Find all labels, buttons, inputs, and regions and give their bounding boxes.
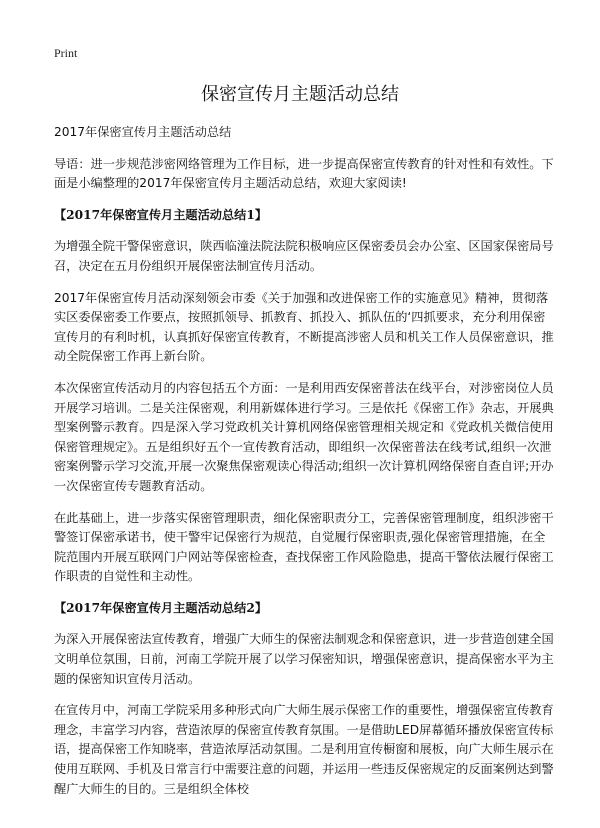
document-body [54, 123, 554, 811]
page-title: 保密宣传月主题活动总结 [201, 84, 399, 105]
document-subtitle: 2017年保密宣传月主题活动总结 [54, 125, 232, 139]
paragraph: 为深入开展保密法宣传教育，增强广大师生的保密法制观念和保密意识，进一步营造创建全国文明单位氛围，日前，河南工学院开展了以学习保密知识，增强保密意识，提高保密水平为主题的保密知识宣传月活动。 [54, 632, 554, 686]
print-link[interactable]: Print [54, 46, 78, 60]
paragraph: 2017年保密宣传月活动深刻领会市委《关于加强和改进保密工作的实施意见》精神，贯彻落实区委保密委工作要点，按照抓领导、抓教育、抓投入、抓队伍的‘四抓要求，充分利用保密宣传月的有利时机，认真抓好保密宣传教育，不断提高涉密人员和机关工作人员保密意识，推动全院保密工作再上新台阶。 [54, 290, 554, 364]
intro-paragraph: 导语：进一步规范涉密网络管理为工作目标，进一步提高保密宣传教育的针对性和有效性。下面是小编整理的2017年保密宣传月主题活动总结，欢迎大家阅读! [54, 156, 554, 191]
section-2 [54, 599, 554, 799]
section-heading: 【2017年保密宣传月主题活动总结2】 [54, 600, 268, 615]
section-1 [54, 206, 554, 587]
paragraph: 在此基础上，进一步落实保密管理职责，细化保密职责分工，完善保密管理制度，组织涉密干警签订保密承诺书，使干警牢记保密行为规范，自觉履行保密职责,强化保密管理措施，在全院范围内开展互联网门户网站等保密检查，查找保密工作风险隐患，提高干警依法履行保密工作职责的自觉性和主动性。 [54, 510, 554, 584]
paragraph: 本次保密宣传活动月的内容包括五个方面：一是利用西安保密普法在线平台，对涉密岗位人员开展学习培训。二是关注保密观，利用新媒体进行学习。三是依托《保密工作》杂志，开展典型案例警示教育。四是深入学习党政机关计算机网络保密管理相关规定和《党政机关微信使用保密管理规定》。五是组织好五个一宣传教育活动，即组织一次保密普法在线考试,组织一次泄密案例警示学习交流,开展一次聚焦保密观读心得活动;组织一次计算机网络保密自查自评;开办一次保密宣传专题教育活动。 [54, 380, 554, 493]
paragraph: 在宣传月中，河南工学院采用多种形式向广大师生展示保密工作的重要性，增强保密宣传教育理念，丰富学习内容，营造浓厚的保密宣传教育氛围。一是借助LED屏幕循环播放保密宣传标语，提高保密工作知晓率，营造浓厚活动氛围。二是利用宣传橱窗和展板，向广大师生展示在使用互联网、手机及日常言行中需要注意的问题，并运用一些违反保密规定的反面案例达到警醒广大师生的目的。三是组织全体校 [54, 703, 554, 796]
section-heading: 【2017年保密宣传月主题活动总结1】 [54, 207, 268, 222]
paragraph: 为增强全院干警保密意识，陕西临潼法院法院积极响应区保密委员会办公室、区国家保密局号召，决定在五月份组织开展保密法制宣传月活动。 [54, 239, 554, 273]
